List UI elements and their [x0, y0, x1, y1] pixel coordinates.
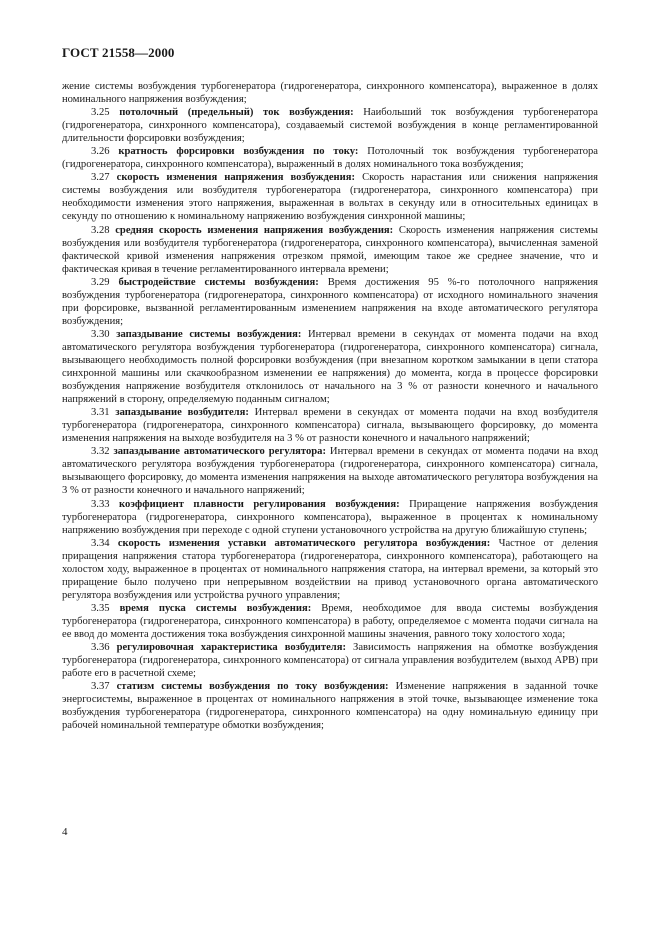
intro-paragraph: жение системы возбуждения турбогенератора (гидрогенератора, синхронного компенсатора), выраженное в долях номинального напряжения возбуждения;: [62, 81, 598, 106]
definition-item: [62, 641, 598, 680]
item-term: коэффициент плавности регулирования возбуждения:: [119, 498, 400, 510]
item-term: потолочный (предельный) ток возбуждения:: [119, 107, 354, 119]
item-number: 3.34: [91, 537, 110, 549]
item-definition: Интервал времени в секундах от момента подачи на вход возбудителя турбогенератора (гидрогенератора, синхронного компенсатора) сигнала, вызывающего форсировку, до момента изменения напряжения на выходе возбудителя на 3 % от разности конечного и начального напряжений;: [62, 407, 598, 445]
definition-item: [62, 602, 598, 641]
item-definition: Интервал времени в секундах от момента подачи на вход автоматического регулятора возбуждения турбогенератора (гидрогенератора, синхронного компенсатора) сигнала, вызывающего форсировку, до момента изменения напряжения на выходе автоматического регулятора возбуждения на 3 % от разности конечного и начального напряжений;: [62, 446, 598, 497]
definition-item: [62, 498, 598, 537]
item-number: 3.32: [91, 446, 110, 458]
item-term: запаздывание системы возбуждения:: [116, 328, 302, 340]
item-term: кратность форсировки возбуждения по току:: [118, 146, 359, 158]
item-term: время пуска системы возбуждения:: [119, 602, 312, 614]
item-number: 3.33: [91, 498, 110, 510]
item-number: 3.28: [91, 224, 110, 236]
definition-item: [62, 328, 598, 406]
item-number: 3.37: [91, 681, 110, 693]
item-number: 3.26: [91, 146, 110, 158]
definition-item: [62, 224, 598, 276]
item-definition: Скорость изменения напряжения системы возбуждения или возбудителя турбогенератора (гидрогенератора, синхронного компенсатора), вычисленная заменой фактической кривой изменения напряжения отрезком прямой, имеющим такое же среднее значение, что и фактическая кривая в течение регламентированного интервала времени;: [62, 224, 598, 275]
item-term: статизм системы возбуждения по току возбуждения:: [116, 681, 389, 693]
item-number: 3.29: [91, 276, 110, 288]
item-definition: Скорость нарастания или снижения напряжения системы возбуждения или возбудителя турбогенератора (гидрогенератора, синхронного компенсатора) при необходимости изменения этого напряжения, выраженная в вольтах в секунду или в относительных единицах в секунду по отношению к номинальному напряжению возбуждения синхронной машины;: [62, 172, 598, 223]
item-number: 3.30: [91, 328, 110, 340]
item-term: средняя скорость изменения напряжения возбуждения:: [115, 224, 394, 236]
item-number: 3.25: [91, 107, 110, 119]
item-definition: Время достижения 95 %-го потолочного напряжения возбуждения турбогенератора (гидрогенератора, синхронного компенсатора) от исходного номинального значения при форсировке, вызванной регламентированным изменением напряжения на входе автоматического регулятора возбуждения;: [62, 276, 599, 327]
item-term: быстродействие системы возбуждения:: [118, 276, 319, 288]
definition-item: [62, 406, 598, 445]
item-definition: Интервал времени в секундах от момента подачи на вход автоматического регулятора возбуждения турбогенератора (гидрогенератора, синхронного компенсатора) сигнала, вызывающего необходимость полной форсировки возбуждения (при внезапном коротком замыкании в цепи статора синхронной машины или скачкообразном изменении ее напряжения) до момента, когда в процессе форсировки возбуждения напряжение возбудителя отклонилось от начального на 3 % от разности конечного и начального напряжений в сторону, определяемую поданным сигналом;: [62, 328, 598, 406]
item-term: запаздывание автоматического регулятора:: [113, 446, 326, 458]
definitions-list: [62, 106, 598, 732]
item-definition: Потолочный ток возбуждения турбогенератора (гидрогенератора, синхронного компенсатора), выраженный в долях номинального тока возбуждения;: [62, 146, 598, 171]
page-header: ГОСТ 21558—2000: [62, 45, 175, 60]
document-body: [62, 80, 598, 732]
definition-item: [62, 145, 598, 171]
item-term: регулировочная характеристика возбудителя:: [116, 642, 347, 654]
item-term: запаздывание возбудителя:: [115, 407, 249, 419]
item-number: 3.27: [91, 172, 110, 184]
item-definition: Наибольший ток возбуждения турбогенератора (гидрогенератора, синхронного компенсатора), создаваемый системой возбуждения в конце регламентированной длительности форсировки возбуждения;: [62, 107, 598, 145]
item-definition: Зависимость напряжения на обмотке возбуждения турбогенератора (гидрогенератора, синхронного компенсатора) от сигнала управления возбудителем (выход АРВ) при работе его в расчетной схеме;: [62, 642, 598, 680]
item-term: скорость изменения напряжения возбуждения:: [116, 172, 355, 184]
definition-item: [62, 171, 598, 223]
item-definition: Приращение напряжения возбуждения турбогенератора (гидрогенератора, синхронного компенсатора), выраженное в процентах к номинальному напряжению возбуждения при переходе с одной ступени установочного устройства на другую ближайшую ступень;: [62, 498, 598, 536]
definition-item: [62, 445, 598, 497]
definition-item: [62, 276, 598, 328]
item-definition: Время, необходимое для ввода системы возбуждения турбогенератора (гидрогенератора, синхронного компенсатора) в работу, определяемое с момента подачи сигнала на ее ввод до момента достижения тока возбуждения синхронной машины значения, равного току холостого хода;: [62, 602, 598, 640]
definition-item: [62, 680, 598, 732]
item-number: 3.35: [91, 602, 110, 614]
page-number: 4: [62, 826, 68, 838]
definition-item: [62, 106, 598, 145]
item-number: 3.31: [91, 407, 110, 419]
definition-item: [62, 537, 598, 602]
item-definition: Частное от деления приращения напряжения статора турбогенератора (гидрогенератора, синхронного компенсатора), работающего на холостом ходу, выраженное в процентах от номинального напряжения статора, на интервал времени, за который это приращение было получено при непрерывном воздействии на привод установочного органа автоматического регулятора возбуждения или устройства ручного управления;: [62, 537, 598, 601]
item-term: скорость изменения уставки автоматического регулятора возбуждения:: [117, 537, 491, 549]
item-definition: Изменение напряжения в заданной точке энергосистемы, выраженное в процентах от номинального напряжения в этой точке, вызывающее изменение тока возбуждения турбогенератора (гидрогенератора, синхронного компенсатора) на одну номинальную единицу при рабочей номинальной температуре обмотки возбуждения;: [62, 681, 598, 732]
item-number: 3.36: [91, 642, 110, 654]
